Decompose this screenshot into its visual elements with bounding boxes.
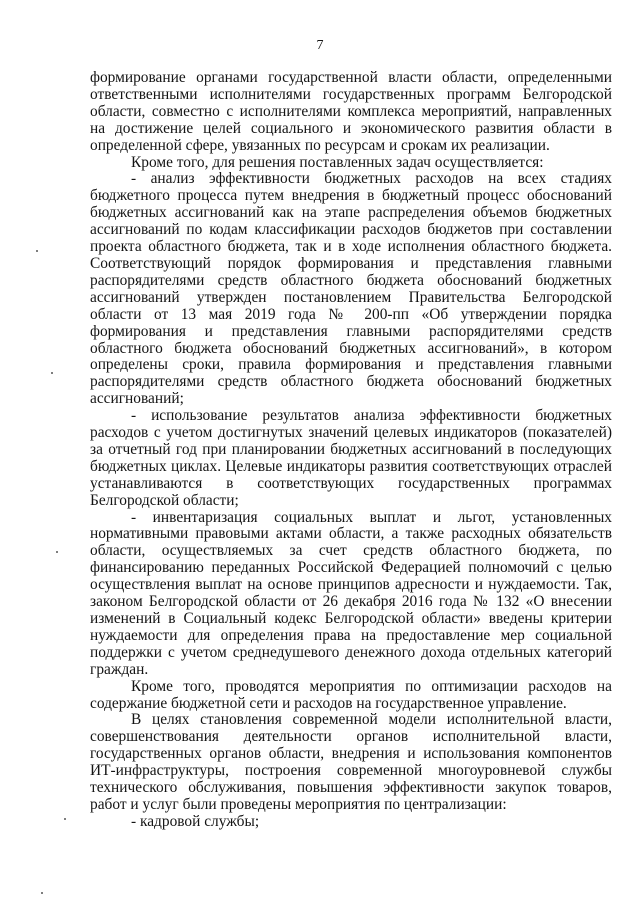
paragraph-continuation: формирование органами государственной власти области, определенными ответственными исполнителями государственных программ Белгородской области, совместно с исполнителями комплекса мероприятий, направленных на достижение целей социального и экономического развития области в определенной сфере, увязанных по ресурсам и срокам их реализации. (90, 69, 612, 154)
scan-speck (41, 892, 43, 894)
scan-speck (36, 250, 38, 252)
body-text (90, 70, 612, 831)
paragraph-item-results-usage: - использование результатов анализа эффективности бюджетных расходов с учетом достигнутых значений целевых индикаторов (показателей) за отчетный год при планировании бюджетных ассигнований в последующих бюджетных циклах. Целевые индикаторы развития соответствующих отраслей устанавливаются в соответствующих государственных программах Белгородской области; (90, 407, 612, 509)
scan-speck (64, 818, 66, 820)
paragraph-item-hr-service: - кадровой службы; (131, 812, 260, 830)
paragraph-optimization: Кроме того, проводятся мероприятия по оптимизации расходов на содержание бюджетной сети и расходов на государственное управление. (90, 677, 612, 712)
scan-speck (56, 551, 58, 553)
scan-speck (51, 372, 53, 374)
paragraph-centralization: В целях становления современной модели исполнительной власти, совершенствования деятельности органов исполнительной власти, государственных органов области, внедрения и использования компонентов ИТ-инфраструктуры, построения современной многоуровневой службы технического обслуживания, повышения эффективности закупок товаров, работ и услуг были проведены мероприятия по централизации: (90, 711, 612, 813)
paragraph-item-inventory: - инвентаризация социальных выплат и льгот, установленных нормативными правовыми актами области, а также расходных обязательств области, осуществляемых за счет средств областного бюджета, по финансированию переданных Российской Федерацией полномочий с целью осуществления выплат на основе принципов адресности и нуждаемости. Так, законом Белгородской области от 26 декабря 2016 года № 132 «О внесении изменений в Социальный кодекс Белгородской области» введены критерии нуждаемости для определения права на предоставление мер социальной поддержки с учетом среднедушевого денежного дохода отдельных категорий граждан. (90, 508, 612, 678)
paragraph-item-budget-analysis: - анализ эффективности бюджетных расходов на всех стадиях бюджетного процесса путем внедрения в бюджетный процесс обоснований бюджетных ассигнований как на этапе распределения объемов бюджетных ассигнований по кодам классификации расходов бюджетов при составлении проекта областного бюджета, так и в ходе исполнения областного бюджета. Соответствующий порядок формирования и представления главными распорядителями средств областного бюджета обоснований бюджетных ассигнований утвержден постановлением Правительства Белгородской области от 13 мая 2019 года № 200-пп «Об утверждении порядка формирования и представления главными распорядителями средств областного бюджета обоснований бюджетных ассигнований», в котором определены сроки, правила формирования и представления главными распорядителями средств областного бюджета обоснований бюджетных ассигнований; (90, 170, 612, 408)
page-number: 7 (316, 38, 324, 53)
paragraph-intro: Кроме того, для решения поставленных задач осуществляется: (131, 153, 544, 171)
